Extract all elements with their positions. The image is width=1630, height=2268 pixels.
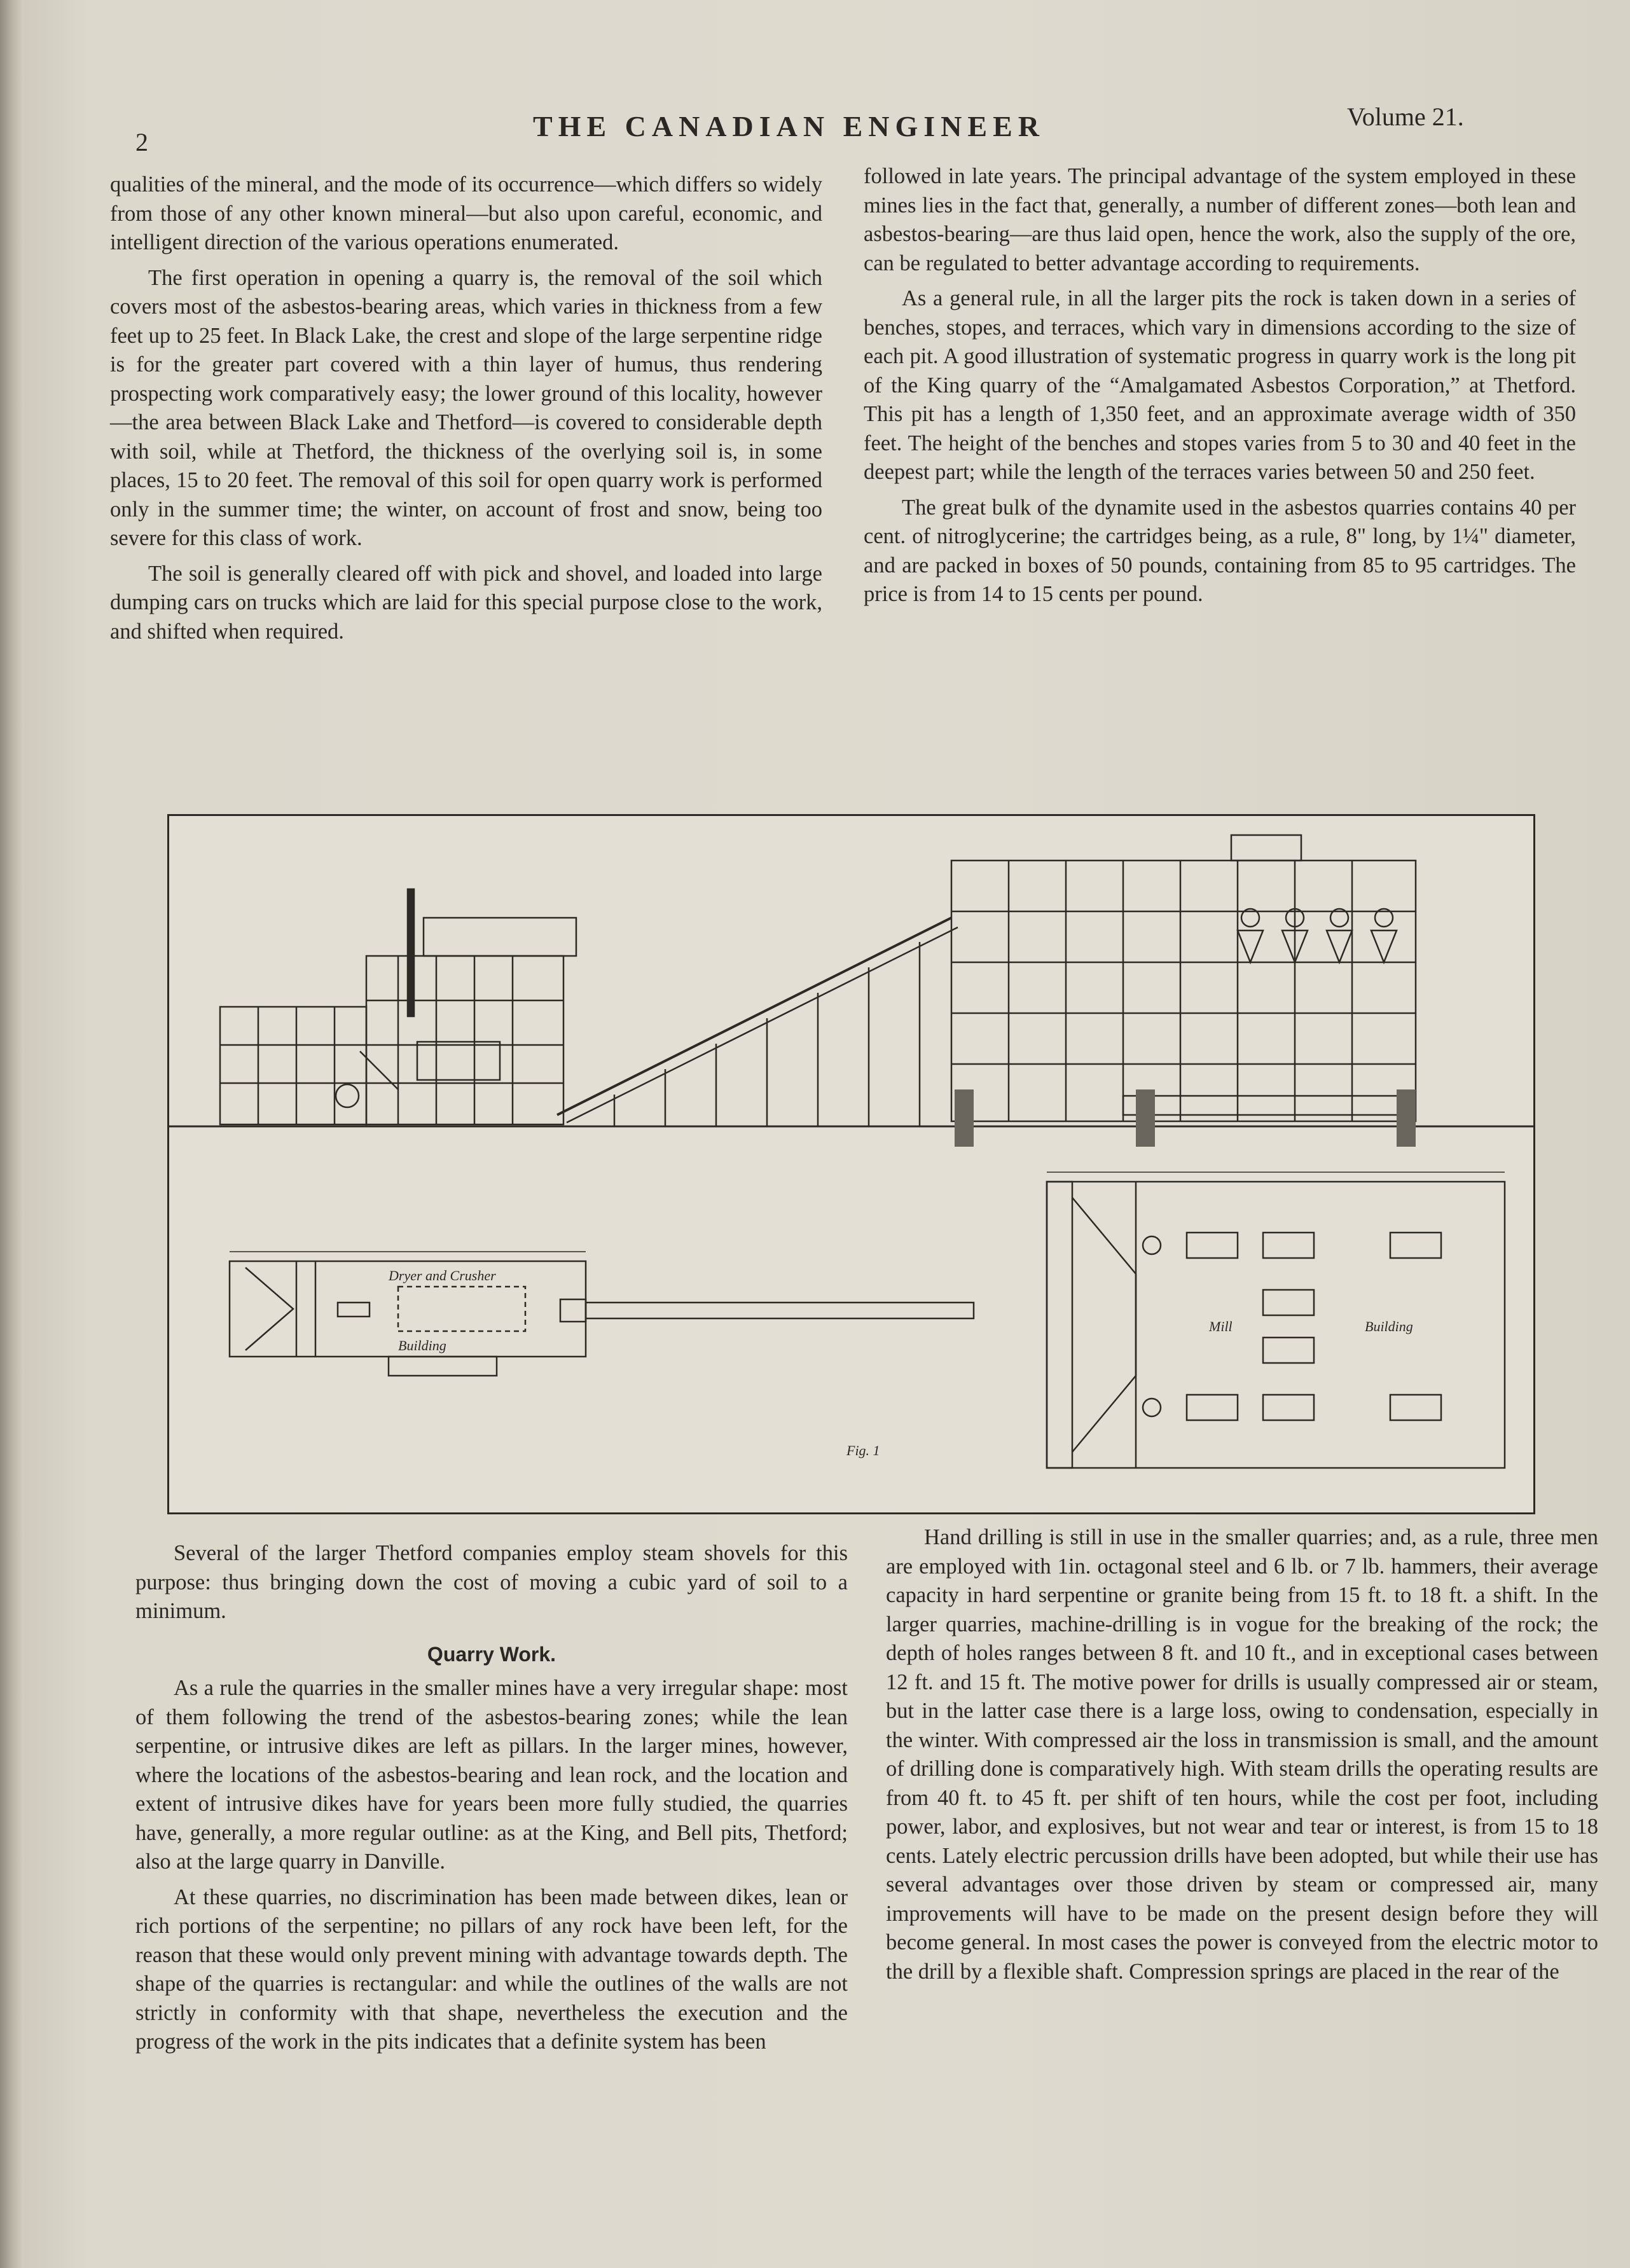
column-bottom-left — [135, 1539, 848, 2063]
dryer-building-plan — [230, 1252, 586, 1376]
mill-building-plan — [1047, 1172, 1505, 1468]
mill-plan-figure — [167, 814, 1535, 1514]
page-number: 2 — [135, 128, 148, 156]
paragraph: As a rule the quarries in the smaller mines have a very irregular shape: most of them following the trend of the asbestos-bearing zones; while the lean serpentine, or intrusive dikes are left as pillars. In the larger mines, however, where the locations of the asbestos-bearing and lean rock, and the location and extent of intrusive dikes have for years been more fully studied, the quarries have, generally, a more regular outline: as at the King, and Bell pits, Thetford; also at the large quarry in Danville. — [135, 1676, 848, 1874]
journal-title: THE CANADIAN ENGINEER — [533, 110, 1045, 142]
paragraph: At these quarries, no discrimination has been made between dikes, lean or rich portions of the serpentine; no pillars of any rock have been left, for the reason that these would only prevent mining with advantage towards depth. The shape of the quarries is rectangular: and while the outlines of the walls are not strictly in conformity with that shape, nevertheless the execution and the progress of the work in the pits indicates that a definite system has been — [135, 1884, 848, 2054]
figure-caption: Fig. 1 — [846, 1442, 880, 1458]
book-spine-shadow — [0, 0, 24, 2268]
paragraph: Hand drilling is still in use in the smaller quarries; and, as a rule, three men are employed with 1in. octagonal steel and 6 lb. or 7 lb. hammers, their average capacity in hard serpentine or granite being from 15 ft. to 18 ft. a shift. In the larger quarries, machine-drilling is in vogue for the breaking of the rock; the depth of holes ranges between 8 ft. and 10 ft., and in exceptional cases between 12 ft. and 15 ft. The motive power for drills is usually compressed air or steam, but in the latter case there is a large loss, owing to condensation, especially in the winter. With compressed air the loss in transmission is small, and the amount of drilling done is comparatively high. With steam drills the operating results are from 40 ft. to 45 ft. per shift of ten hours, while the cost per foot, including power, labor, and explosives, but not wear and tear or interest, is from 15 to 18 cents. Lately electric percussion drills have been adopted, but while their use has several advantages over those driven by steam or compressed air, many improvements will have to be made on the present design before they will become general. In most cases the power is conveyed from the electric motor to the drill by a flexible shaft. Compression springs are placed in the rear of the — [886, 1525, 1598, 1984]
label-building-right: Building — [1365, 1318, 1413, 1334]
section-heading: Quarry Work. — [427, 1642, 556, 1666]
conveyor-plan — [560, 1299, 974, 1322]
column-top-right — [864, 162, 1576, 616]
journal-page — [24, 0, 1630, 2268]
mill-drawing — [169, 816, 1533, 1512]
volume-label: Volume 21. — [1347, 102, 1464, 131]
paragraph: As a general rule, in all the larger pits the rock is taken down in a series of benches, stopes, and terraces, which vary in dimensions according to the size of each pit. A good illustration of systematic progress in quarry work is the long pit of the King quarry of the “Amalgamated Asbestos Corporation,” at Thetford. This pit has a length of 1,350 feet, and an approximate average width of 350 feet. The height of the benches and stopes varies from 5 to 30 and 40 feet in the deepest part; while the length of the terraces varies between 50 and 250 feet. — [864, 286, 1576, 484]
conveyor-elevation — [557, 918, 958, 1126]
paragraph: The great bulk of the dynamite used in the asbestos quarries contains 40 per cent. of nitroglycerine; the cartridges being, as a rule, 8" long, by 1¼" diameter, and are packed in boxes of 50 pounds, containing from 85 to 95 cartridges. The price is from 14 to 15 cents per pound. — [864, 495, 1576, 606]
label-building-left: Building — [398, 1338, 446, 1353]
running-header — [24, 95, 1630, 156]
label-mill: Mill — [1209, 1318, 1233, 1334]
column-top-left — [110, 170, 822, 653]
column-bottom-right — [886, 1523, 1598, 1993]
paragraph: followed in late years. The principal advantage of the system employed in these mines lies in the fact that, generally, a number of different zones—both lean and asbestos-bearing—are thus laid open, hence the work, also the supply of the ore, can be regulated to better advantage according to requirements. — [864, 164, 1576, 275]
mill-elevation — [951, 835, 1416, 1147]
label-dryer-crusher: Dryer and Crusher — [389, 1268, 496, 1283]
paragraph: Several of the larger Thetford companies employ steam shovels for this purpose: thus bringing down the cost of moving a cubic yard of soil to a minimum. — [135, 1541, 848, 1623]
paragraph: The soil is generally cleared off with pick and shovel, and loaded into large dumping cars on trucks which are laid for this special purpose close to the work, and shifted when required. — [110, 561, 822, 644]
dryer-house-elevation — [220, 889, 576, 1124]
paragraph: The first operation in opening a quarry is, the removal of the soil which covers most of the asbestos-bearing areas, which varies in thickness from a few feet up to 25 feet. In Black Lake, the crest and slope of the large serpentine ridge is for the greater part covered with a thin layer of humus, thus rendering prospecting work comparatively easy; the lower ground of this locality, however—the area between Black Lake and Thetford—is covered to considerable depth with soil, while at Thetford, the thickness of the overlying soil is, in some places, 15 to 20 feet. The removal of this soil for open quarry work is performed only in the summer time; the winter, on account of frost and snow, being too severe for this class of work. — [110, 265, 822, 550]
paragraph: qualities of the mineral, and the mode of its occurrence—which differs so widely from those of any other known mineral—but also upon careful, economic, and intelligent direction of the various operations enumerated. — [110, 172, 822, 254]
